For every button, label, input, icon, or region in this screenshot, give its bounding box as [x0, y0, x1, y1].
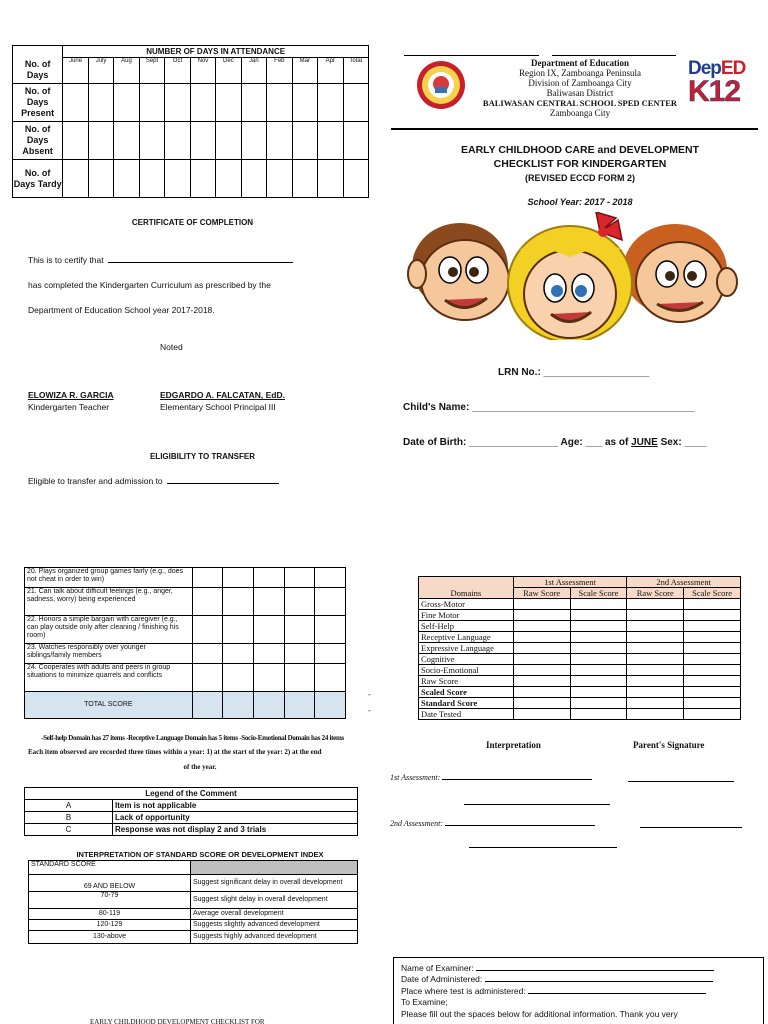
month-header: Jan [241, 58, 266, 84]
attendance-cell[interactable] [216, 84, 241, 122]
as-of-label: as of [604, 437, 629, 448]
domain-label: Receptive Language [419, 632, 514, 643]
sex-field[interactable]: Sex: ____ [660, 437, 707, 448]
score-cell[interactable] [684, 676, 741, 687]
school-name: BALIWASAN CENTRAL SCHOOL SPED CENTER [482, 98, 678, 108]
form-title-line1: EARLY CHILDHOOD CARE and DEVELOPMENT [460, 144, 700, 156]
examiner-instruction: Please fill out the spaces below for additional information. Thank you very [401, 1008, 678, 1019]
item-cell[interactable] [223, 616, 254, 644]
score-cell[interactable] [627, 709, 684, 720]
certify-line [28, 255, 293, 265]
interp-range: 70-79 [29, 892, 191, 909]
item-cell[interactable] [254, 588, 285, 616]
score-cell[interactable] [513, 654, 570, 665]
attendance-cell[interactable] [292, 122, 317, 160]
examiner-name-blank[interactable] [476, 970, 714, 971]
domain-label: Self-Help [419, 621, 514, 632]
attendance-cell[interactable] [165, 84, 190, 122]
eligibility-text: Eligible to transfer and admission to [28, 476, 163, 486]
item-cell[interactable] [254, 644, 285, 664]
item-cell[interactable] [284, 616, 315, 644]
score-cell[interactable] [627, 621, 684, 632]
attendance-cell[interactable] [292, 84, 317, 122]
score-cell[interactable] [513, 632, 570, 643]
score-cell[interactable] [570, 654, 627, 665]
date-administered-blank[interactable] [485, 981, 713, 982]
attendance-cell[interactable] [114, 84, 139, 122]
score-cell[interactable] [513, 676, 570, 687]
attendance-cell[interactable] [343, 84, 369, 122]
dept-name: Department of Education [531, 58, 629, 68]
first-interpretation-blank-2[interactable] [464, 804, 610, 805]
month-header: July [88, 58, 113, 84]
interpretation-label: Interpretation [486, 740, 541, 750]
attendance-cell[interactable] [114, 160, 139, 198]
first-assessment-label: 1st Assessment: [390, 773, 441, 782]
interp-desc: Suggest slight delay in overall development [191, 892, 358, 909]
item-text: 24. Cooperates with adults and peers in group situations to minimize quarrels and conflicts [25, 664, 193, 692]
attendance-cell[interactable] [267, 84, 292, 122]
total-cell[interactable] [192, 692, 223, 719]
attendance-title: NUMBER OF DAYS IN ATTENDANCE [63, 46, 369, 58]
month-header: Aug [114, 58, 139, 84]
interp-range: 80-119 [29, 909, 191, 920]
attendance-cell[interactable] [318, 84, 343, 122]
item-cell[interactable] [254, 616, 285, 644]
score-cell[interactable] [627, 654, 684, 665]
score-cell[interactable] [684, 621, 741, 632]
item-cell[interactable] [284, 588, 315, 616]
score-cell[interactable] [570, 643, 627, 654]
item-cell[interactable] [254, 664, 285, 692]
score-cell[interactable] [684, 610, 741, 621]
examiner-name-line [401, 963, 756, 974]
attendance-cell[interactable] [88, 122, 113, 160]
recording-note: Each item observed are recorded three times within a year: 1) at the start of the year: 2) at the end [28, 748, 322, 756]
first-assessment-line [390, 773, 592, 782]
score-cell[interactable] [627, 665, 684, 676]
parent-signature-label: Parent's Signature [633, 740, 705, 750]
month-header: Feb [267, 58, 292, 84]
second-assessment-line [390, 819, 595, 828]
legend-code: B [25, 812, 113, 824]
score-cell[interactable] [684, 709, 741, 720]
score-cell[interactable] [684, 665, 741, 676]
domain-label: Gross-Motor [419, 599, 514, 610]
item-cell[interactable] [254, 568, 285, 588]
examiner-box [393, 957, 764, 1024]
domain-label: Standard Score [419, 698, 514, 709]
attendance-cell[interactable] [190, 84, 215, 122]
total-cell[interactable] [254, 692, 285, 719]
month-header: Mar [292, 58, 317, 84]
domains-header: Domains [419, 577, 514, 599]
interp-desc: Suggests highly advanced development [191, 931, 358, 944]
attendance-row-tardy: No. of Days Tardy [13, 160, 63, 198]
score-cell[interactable] [570, 621, 627, 632]
domain-label: Fine Motor [419, 610, 514, 621]
boy-left-icon [408, 223, 509, 320]
score-cell[interactable] [684, 599, 741, 610]
second-signature-blank[interactable] [640, 827, 742, 828]
deped-k12-logo: DepED K12 [688, 58, 746, 108]
eligibility-line [28, 476, 279, 486]
legend-desc: Item is not applicable [113, 800, 358, 812]
attendance-cell[interactable] [267, 160, 292, 198]
item-cell[interactable] [223, 588, 254, 616]
lrn-field[interactable]: LRN No.: ___________________ [498, 367, 650, 378]
noted-label: Noted [160, 342, 183, 352]
item-cell[interactable] [192, 644, 223, 664]
legend-code: A [25, 800, 113, 812]
attendance-cell[interactable] [63, 84, 88, 122]
attendance-cell[interactable] [241, 160, 266, 198]
attendance-cell[interactable] [216, 160, 241, 198]
date-administered-label: Date of Administered: [401, 974, 483, 985]
form-title-line2: CHECKLIST FOR KINDERGARTEN [493, 158, 667, 170]
attendance-cell[interactable] [318, 160, 343, 198]
total-cell[interactable] [223, 692, 254, 719]
attendance-cell[interactable] [139, 160, 164, 198]
attendance-table [12, 45, 369, 198]
score-cell[interactable] [570, 687, 627, 698]
birth-info-line [403, 437, 707, 448]
raw-score-header: Raw Score [627, 588, 684, 599]
attendance-cell[interactable] [241, 122, 266, 160]
item-text: 23. Watches responsibly over younger siblings/family members [25, 644, 193, 664]
interp-desc: Average overall development [191, 909, 358, 920]
date-administered-line [401, 974, 756, 985]
score-cell[interactable] [513, 610, 570, 621]
item-text: 22. Honors a simple bargain with caregiver (e.g., can play outside only after cleaning / finishing his room) [25, 616, 193, 644]
eligibility-title: ELIGIBILITY TO TRANSFER [149, 452, 256, 461]
examiner-name-label: Name of Examiner: [401, 963, 474, 973]
item-cell[interactable] [315, 616, 346, 644]
scale-score-header: Scale Score [570, 588, 627, 599]
form-subtitle: (REVISED ECCD FORM 2) [524, 173, 635, 183]
domain-label: Date Tested [419, 709, 514, 720]
first-signature-blank[interactable] [628, 781, 734, 782]
domain-label: Scaled Score [419, 687, 514, 698]
as-of-month: JUNE [631, 437, 658, 448]
scale-score-header: Scale Score [684, 588, 741, 599]
attendance-row-present: No. of Days Present [13, 84, 63, 122]
principal-name: EDGARDO A. FALCATAN, EdD. [160, 390, 285, 400]
boy-right-icon [623, 224, 737, 322]
attendance-cell[interactable] [267, 122, 292, 160]
dash-mark: - [368, 706, 371, 715]
total-cell[interactable] [284, 692, 315, 719]
certify-text: This is to certify that [28, 255, 104, 265]
item-cell[interactable] [315, 568, 346, 588]
recording-note-end: of the year. [183, 763, 217, 771]
score-cell[interactable] [627, 687, 684, 698]
score-cell[interactable] [684, 698, 741, 709]
score-cell[interactable] [684, 632, 741, 643]
month-header: June [63, 58, 88, 84]
domains-table [418, 576, 741, 720]
item-cell[interactable] [223, 644, 254, 664]
raw-score-header: Raw Score [513, 588, 570, 599]
interp-desc: Suggests slightly advanced development [191, 920, 358, 931]
item-cell[interactable] [223, 568, 254, 588]
signature-line [404, 55, 539, 56]
score-cell[interactable] [684, 643, 741, 654]
place-line [401, 986, 756, 997]
item-cell[interactable] [192, 616, 223, 644]
interp-range: 69 AND BELOW [29, 875, 191, 892]
score-cell[interactable] [513, 687, 570, 698]
score-cell[interactable] [627, 599, 684, 610]
score-cell[interactable] [570, 709, 627, 720]
item-cell[interactable] [315, 644, 346, 664]
item-cell[interactable] [192, 588, 223, 616]
school-seal-icon [416, 60, 466, 110]
legend-title: Legend of the Comment [25, 788, 358, 800]
attendance-cell[interactable] [318, 122, 343, 160]
second-interpretation-blank-2[interactable] [469, 847, 617, 848]
interpretation-table [28, 860, 358, 944]
place-label: Place where test is administered: [401, 985, 526, 996]
school-header [470, 58, 690, 118]
children-illustration [405, 212, 743, 340]
score-cell[interactable] [627, 643, 684, 654]
item-cell[interactable] [284, 568, 315, 588]
item-cell[interactable] [315, 588, 346, 616]
item-cell[interactable] [192, 664, 223, 692]
girl-center-icon [508, 212, 632, 340]
month-header: Total [343, 58, 369, 84]
child-name-field[interactable]: Child's Name: ________________________________________ [403, 402, 695, 413]
school-year: School Year: 2017 - 2018 [527, 197, 633, 207]
interp-desc: Suggest significant delay in overall development [191, 875, 358, 892]
score-cell[interactable] [570, 676, 627, 687]
region: Region IX, Zamboanga Peninsula [519, 68, 641, 78]
attendance-corner-blank [13, 46, 63, 58]
item-cell[interactable] [192, 568, 223, 588]
attendance-cell[interactable] [165, 122, 190, 160]
attendance-cell[interactable] [139, 84, 164, 122]
total-score-label: TOTAL SCORE [25, 692, 193, 719]
teacher-name: ELOWIZA R. GARCIA [28, 390, 114, 400]
score-cell[interactable] [627, 676, 684, 687]
score-cell[interactable] [570, 665, 627, 676]
interp-col-header-blank [191, 861, 358, 875]
item-text: 21. Can talk about difficult feelings (e.g., anger, sadness, worry) being experienced [25, 588, 193, 616]
legend-table [24, 787, 358, 836]
division: Division of Zamboanga City [528, 78, 632, 88]
signature-line [552, 55, 676, 56]
score-cell[interactable] [570, 599, 627, 610]
legend-desc: Response was not display 2 and 3 trials [113, 824, 358, 836]
item-cell[interactable] [284, 644, 315, 664]
score-cell[interactable] [684, 687, 741, 698]
attendance-cell[interactable] [88, 84, 113, 122]
second-assessment-header: 2nd Assessment [627, 577, 741, 588]
attendance-cell[interactable] [343, 160, 369, 198]
score-cell[interactable] [627, 698, 684, 709]
student-name-blank[interactable] [108, 262, 293, 263]
score-cell[interactable] [627, 632, 684, 643]
form-title [395, 143, 765, 171]
domain-label: Raw Score [419, 676, 514, 687]
attendance-cell[interactable] [139, 122, 164, 160]
first-interpretation-blank[interactable] [442, 779, 592, 780]
domain-label: Expressive Language [419, 643, 514, 654]
attendance-cell[interactable] [292, 160, 317, 198]
item-cell[interactable] [284, 664, 315, 692]
header-divider [391, 128, 758, 130]
month-header: Oct [165, 58, 190, 84]
teacher-title: Kindergarten Teacher [28, 402, 110, 412]
place-blank[interactable] [528, 993, 706, 994]
score-cell[interactable] [513, 599, 570, 610]
domain-label: Cognitive [419, 654, 514, 665]
certificate-title: CERTIFICATE OF COMPLETION [131, 218, 254, 227]
item-cell[interactable] [315, 664, 346, 692]
score-cell[interactable] [513, 665, 570, 676]
score-cell[interactable] [513, 698, 570, 709]
second-assessment-label: 2nd Assessment: [390, 819, 443, 828]
month-header: Nov [190, 58, 215, 84]
dash-mark: - [368, 690, 371, 699]
month-header: Dec [216, 58, 241, 84]
interp-range: 120-129 [29, 920, 191, 931]
domain-label: Socio-Emotional [419, 665, 514, 676]
attendance-row-absent: No. of Days Absent [13, 122, 63, 160]
score-cell[interactable] [570, 632, 627, 643]
district: Baliwasan District [546, 88, 614, 98]
interp-col-header: STANDARD SCORE [29, 861, 191, 875]
attendance-cell[interactable] [165, 160, 190, 198]
dob-field[interactable]: Date of Birth: ________________ [403, 437, 559, 448]
completion-line: has completed the Kindergarten Curriculum as prescribed by the [28, 280, 271, 290]
score-cell[interactable] [513, 709, 570, 720]
attendance-cell[interactable] [343, 122, 369, 160]
age-field[interactable]: Age: ___ [560, 437, 603, 448]
principal-title: Elementary School Principal III [160, 402, 276, 412]
total-cell[interactable] [315, 692, 346, 719]
legend-code: C [25, 824, 113, 836]
item-text: 20. Plays organized group games fairly (e.g., does not cheat in order to win) [25, 568, 193, 588]
attendance-cell[interactable] [114, 122, 139, 160]
attendance-cell[interactable] [216, 122, 241, 160]
score-cell[interactable] [513, 621, 570, 632]
interp-table-title: INTERPRETATION OF STANDARD SCORE OR DEVELOPMENT INDEX [76, 850, 324, 859]
second-interpretation-blank[interactable] [445, 825, 595, 826]
attendance-cell[interactable] [63, 160, 88, 198]
first-assessment-header: 1st Assessment [513, 577, 627, 588]
attendance-cell[interactable] [63, 122, 88, 160]
score-cell[interactable] [627, 610, 684, 621]
item-cell[interactable] [223, 664, 254, 692]
attendance-corner: No. of Days [13, 58, 63, 84]
month-header: Sept [139, 58, 164, 84]
bottom-cut-text: EARLY CHILDHOOD DEVELOPMENT CHECKLIST FOR [90, 1018, 265, 1024]
interp-range: 130-above [29, 931, 191, 944]
deped-line: Department of Education School year 2017-2018. [28, 305, 215, 315]
attendance-cell[interactable] [190, 160, 215, 198]
score-cell[interactable] [684, 654, 741, 665]
attendance-cell[interactable] [190, 122, 215, 160]
city: Zamboanga City [549, 108, 611, 118]
month-header: Apr [318, 58, 343, 84]
school-blank[interactable] [167, 483, 279, 484]
score-cell[interactable] [513, 643, 570, 654]
to-examine-label: To Examine; [401, 997, 448, 1008]
legend-desc: Lack of opportunity [113, 812, 358, 824]
attendance-cell[interactable] [88, 160, 113, 198]
items-table [24, 567, 346, 719]
score-cell[interactable] [570, 698, 627, 709]
domains-items-note: -Self-help Domain has 27 items -Receptive Language Domain has 5 items -Socio-Emotional Domain has 24 items [41, 734, 344, 742]
score-cell[interactable] [570, 610, 627, 621]
attendance-cell[interactable] [241, 84, 266, 122]
